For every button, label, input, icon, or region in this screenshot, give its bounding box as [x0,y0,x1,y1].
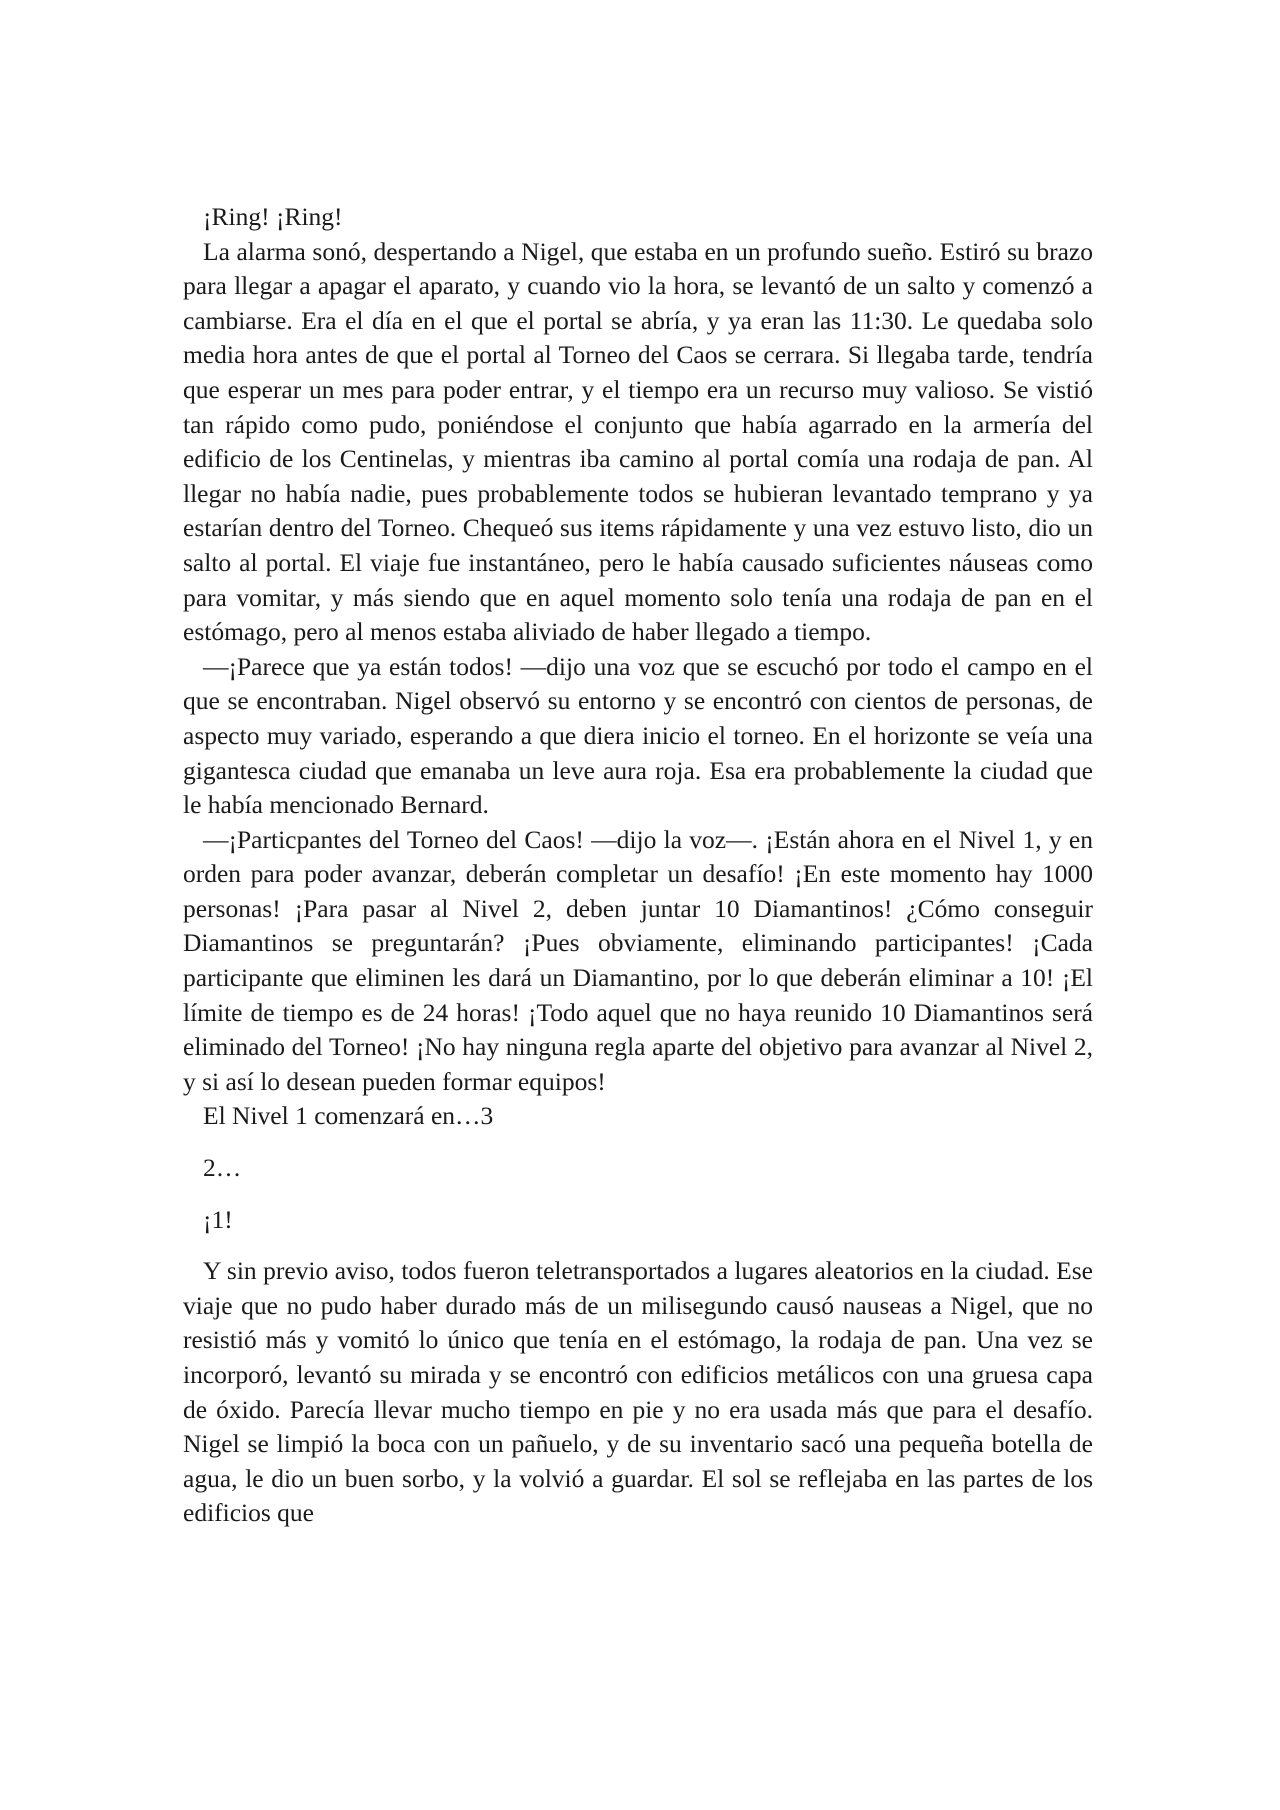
page-text [183,200,1093,1531]
paragraph-voice: —¡Parece que ya están todos! —dijo una voz que se escuchó por todo el campo en el que se encontraban. Nigel observó su entorno y se encontró con cientos de personas, de aspecto muy variado, esperando a que diera inicio el torneo. En el horizonte se veía una gigantesca ciudad que emanaba un leve aura roja. Esa era probablemente la ciudad que le había mencionado Bernard. [183,651,1093,820]
paragraph-alarm: La alarma sonó, despertando a Nigel, que estaba en un profundo sueño. Estiró su brazo para llegar a apagar el aparato, y cuando vio la hora, se levantó de un salto y comenzó a cambiarse. Era el día en el que el portal se abría, y ya eran las 11:30. Le quedaba solo media hora antes de que el portal al Torneo del Caos se cerrara. Si llegaba tarde, tendría que esperar un mes para poder entrar, y el tiempo era un recurso muy valioso. Se vistió tan rápido como pudo, poniéndose el conjunto que había agarrado en la armería del edificio de los Centinelas, y mientras iba camino al portal comía una rodaja de pan. Al llegar no había nadie, pues probablemente todos se hubieran levantado temprano y ya estarían dentro del Torneo. Chequeó sus items rápidamente y una vez estuvo listo, dio un salto al portal. El viaje fue instantáneo, pero le había causado suficientes náuseas como para vomitar, y más siendo que en aquel momento solo tenía una rodaja de pan en el estómago, pero al menos estaba aliviado de haber llegado a tiempo. [183,236,1093,647]
paragraph-ring: ¡Ring! ¡Ring! [203,202,343,231]
paragraph-countdown-2: 2… [203,1153,242,1183]
paragraph-announcement: —¡Particpantes del Torneo del Caos! —dijo la voz—. ¡Están ahora en el Nivel 1, y en orden para poder avanzar, deberán completar un desafío! ¡En este momento hay 1000 personas! ¡Para pasar al Nivel 2, deben juntar 10 Diamantinos! ¿Cómo conseguir Diamantinos se preguntarán? ¡Pues obviamente, eliminando participantes! ¡Cada participante que eliminen les dará un Diamantino, por lo que deberán eliminar a 10! ¡El límite de tiempo es de 24 horas! ¡Todo aquel que no haya reunido 10 Diamantinos será eliminado del Torneo! ¡No hay ninguna regla aparte del objetivo para avanzar al Nivel 2, y si así lo desean pueden formar equipos! [183,824,1093,1096]
paragraph-teleport: Y sin previo aviso, todos fueron teletransportados a lugares aleatorios en la ciudad. Ese viaje que no pudo haber durado más de un milisegundo causó nauseas a Nigel, que no resistió más y vomitó lo único que tenía en el estómago, la rodaja de pan. Una vez se incorporó, levantó su mirada y se encontró con edificios metálicos con una gruesa capa de óxido. Parecía llevar mucho tiempo en pie y no era usada más que para el desafío. Nigel se limpió la boca con un pañuelo, y de su inventario sacó una pequeña botella de agua, le dio un buen sorbo, y la volvió a guardar. El sol se reflejaba en las partes de los edificios que [183,1256,1093,1528]
paragraph-countdown-3: El Nivel 1 comenzará en…3 [203,1101,494,1131]
paragraph-countdown-1: ¡1! [203,1204,233,1234]
